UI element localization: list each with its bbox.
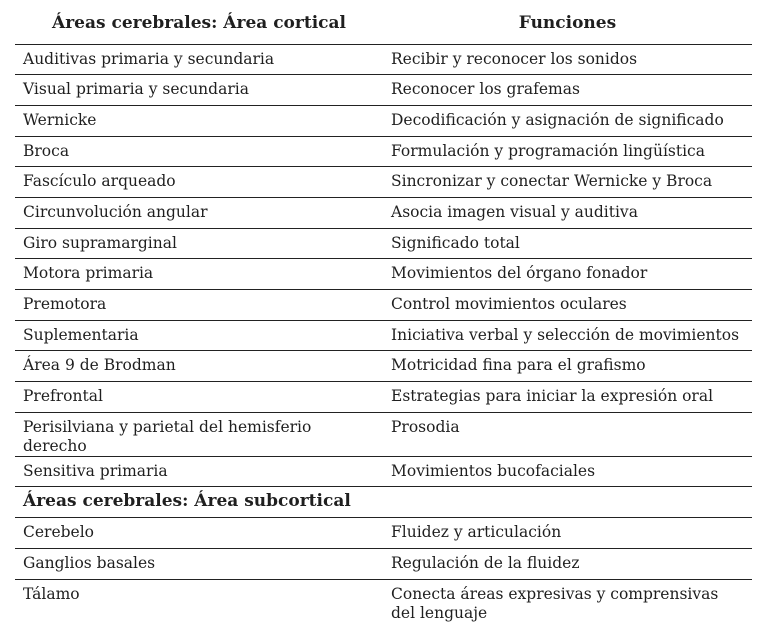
table-row — [15, 44, 752, 75]
table-row — [15, 290, 752, 321]
function-cell: Estrategias para iniciar la expresión oral — [383, 382, 752, 413]
area-cell: Perisilviana y parietal del hemisferio derecho — [15, 412, 383, 456]
area-cell: Auditivas primaria y secundaria — [15, 44, 383, 75]
table-row — [15, 136, 752, 167]
table-row — [15, 412, 752, 456]
table-row — [15, 548, 752, 579]
table-row — [15, 456, 752, 487]
area-cell: Broca — [15, 136, 383, 167]
function-cell: Iniciativa verbal y selección de movimientos — [383, 320, 752, 351]
area-cell: Motora primaria — [15, 259, 383, 290]
table-row — [15, 351, 752, 382]
area-cell: Circunvolución angular — [15, 197, 383, 228]
table-row — [15, 259, 752, 290]
subcortical-section-title: Áreas cerebrales: Área subcortical — [15, 487, 383, 518]
area-cell: Tálamo — [23, 584, 80, 603]
function-cell: Significado total — [383, 228, 752, 259]
function-cell: Movimientos bucofaciales — [383, 456, 752, 487]
subcortical-section-empty — [383, 487, 752, 518]
function-cell: Formulación y programación lingüística — [383, 136, 752, 167]
function-cell: Movimientos del órgano fonador — [383, 259, 752, 290]
table-row — [15, 320, 752, 351]
area-cell: Wernicke — [15, 105, 383, 136]
area-cell: Fascículo arqueado — [15, 167, 383, 198]
table-header-row — [15, 8, 752, 44]
header-functions: Funciones — [383, 8, 752, 44]
subcortical-section-row — [15, 487, 752, 518]
table-row — [15, 167, 752, 198]
table-row — [15, 197, 752, 228]
function-cell: Fluidez y articulación — [383, 518, 752, 549]
table-row — [15, 518, 752, 549]
area-cell: Área 9 de Brodman — [15, 351, 383, 382]
table-row — [15, 105, 752, 136]
header-area-cortical: Áreas cerebrales: Área cortical — [15, 8, 383, 44]
function-cell: Recibir y reconocer los sonidos — [383, 44, 752, 75]
area-cell: Suplementaria — [15, 320, 383, 351]
area-cell: Visual primaria y secundaria — [15, 75, 383, 106]
area-cell: Ganglios basales — [15, 548, 383, 579]
function-cell: Prosodia — [383, 412, 752, 456]
function-cell: Motricidad fina para el grafismo — [383, 351, 752, 382]
function-cell: Reconocer los grafemas — [383, 75, 752, 106]
brain-functions-table — [15, 8, 752, 623]
table-row — [15, 228, 752, 259]
function-cell: Sincronizar y conectar Wernicke y Broca — [383, 167, 752, 198]
function-cell: Decodificación y asignación de significado — [383, 105, 752, 136]
area-cell: Prefrontal — [15, 382, 383, 413]
area-cell: Giro supramarginal — [15, 228, 383, 259]
table-row — [15, 382, 752, 413]
table-row — [15, 75, 752, 106]
function-cell: Conecta áreas expresivas y comprensivas del lenguaje — [391, 584, 719, 622]
function-cell: Asocia imagen visual y auditiva — [383, 197, 752, 228]
table-row — [15, 579, 752, 623]
area-cell: Premotora — [15, 290, 383, 321]
area-cell: Cerebelo — [15, 518, 383, 549]
function-cell: Control movimientos oculares — [383, 290, 752, 321]
function-cell: Regulación de la fluidez — [383, 548, 752, 579]
area-cell: Sensitiva primaria — [15, 456, 383, 487]
